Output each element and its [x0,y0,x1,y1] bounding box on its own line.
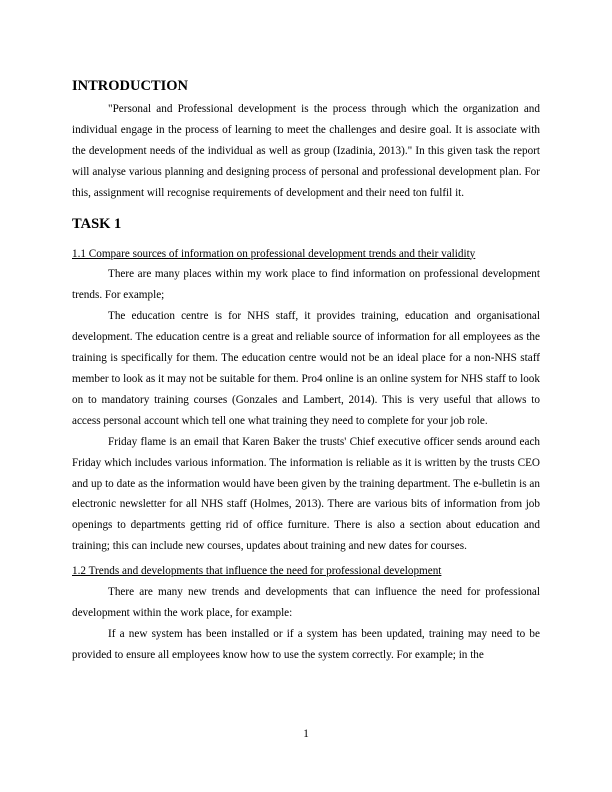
section-1-2-paragraph-2: If a new system has been installed or if a system has been updated, training may need to be provided to ensure all employees know how to use the system correctly. For example; in the [72,627,540,661]
page-number: 1 [303,728,309,740]
section-1-1-paragraph-1: There are many places within my work place to find information on professional development trends. For example; [72,268,540,302]
document-page [72,76,540,666]
introduction-paragraph: "Personal and Professional development is the process through which the organization and individual engage in the process of learning to meet the challenges and desire goal. It is associate with the development needs of the individual as well as group (Izadinia, 2013)." In this given task the report will analyse various planning and designing process of personal and professional development plan. For this, assignment will recognise requirements of development and their need ton fulfil it. [72,103,540,199]
section-1-1-title: 1.1 Compare sources of information on professional development trends and their validity [72,247,476,260]
task1-heading: TASK 1 [72,215,122,232]
section-1-2-paragraph-1: There are many new trends and developments that can influence the need for professional development within the work place, for example: [72,586,540,619]
section-1-1-paragraph-3: Friday flame is an email that Karen Baker the trusts' Chief executive officer sends around each Friday which includes various information. The information is reliable as it is written by the trusts CEO and up to date as the information would have been given by the training department. The e-bulletin is an electronic newsletter for all NHS staff (Holmes, 2013). There are various bits of information from job openings to departments getting rid of office furniture. There is also a section about education and training; this can include new courses, updates about training and new dates for courses. [72,435,540,553]
section-1-2-title: 1.2 Trends and developments that influence the need for professional development [72,565,442,578]
section-1-1-paragraph-2: The education centre is for NHS staff, it provides training, education and organisational development. The education centre is a great and reliable source of information for all employees as the training is specifically for them. The education centre would not be an ideal place for a non-NHS staff member to look as it may not be suitable for them. Pro4 online is an online system for NHS staff to look on to mandatory training courses (Gonzales and Lambert, 2014). This is very useful that allows to access personal account which tell one what training they need to complete for your job role. [72,310,540,427]
introduction-heading: INTRODUCTION [72,78,189,94]
